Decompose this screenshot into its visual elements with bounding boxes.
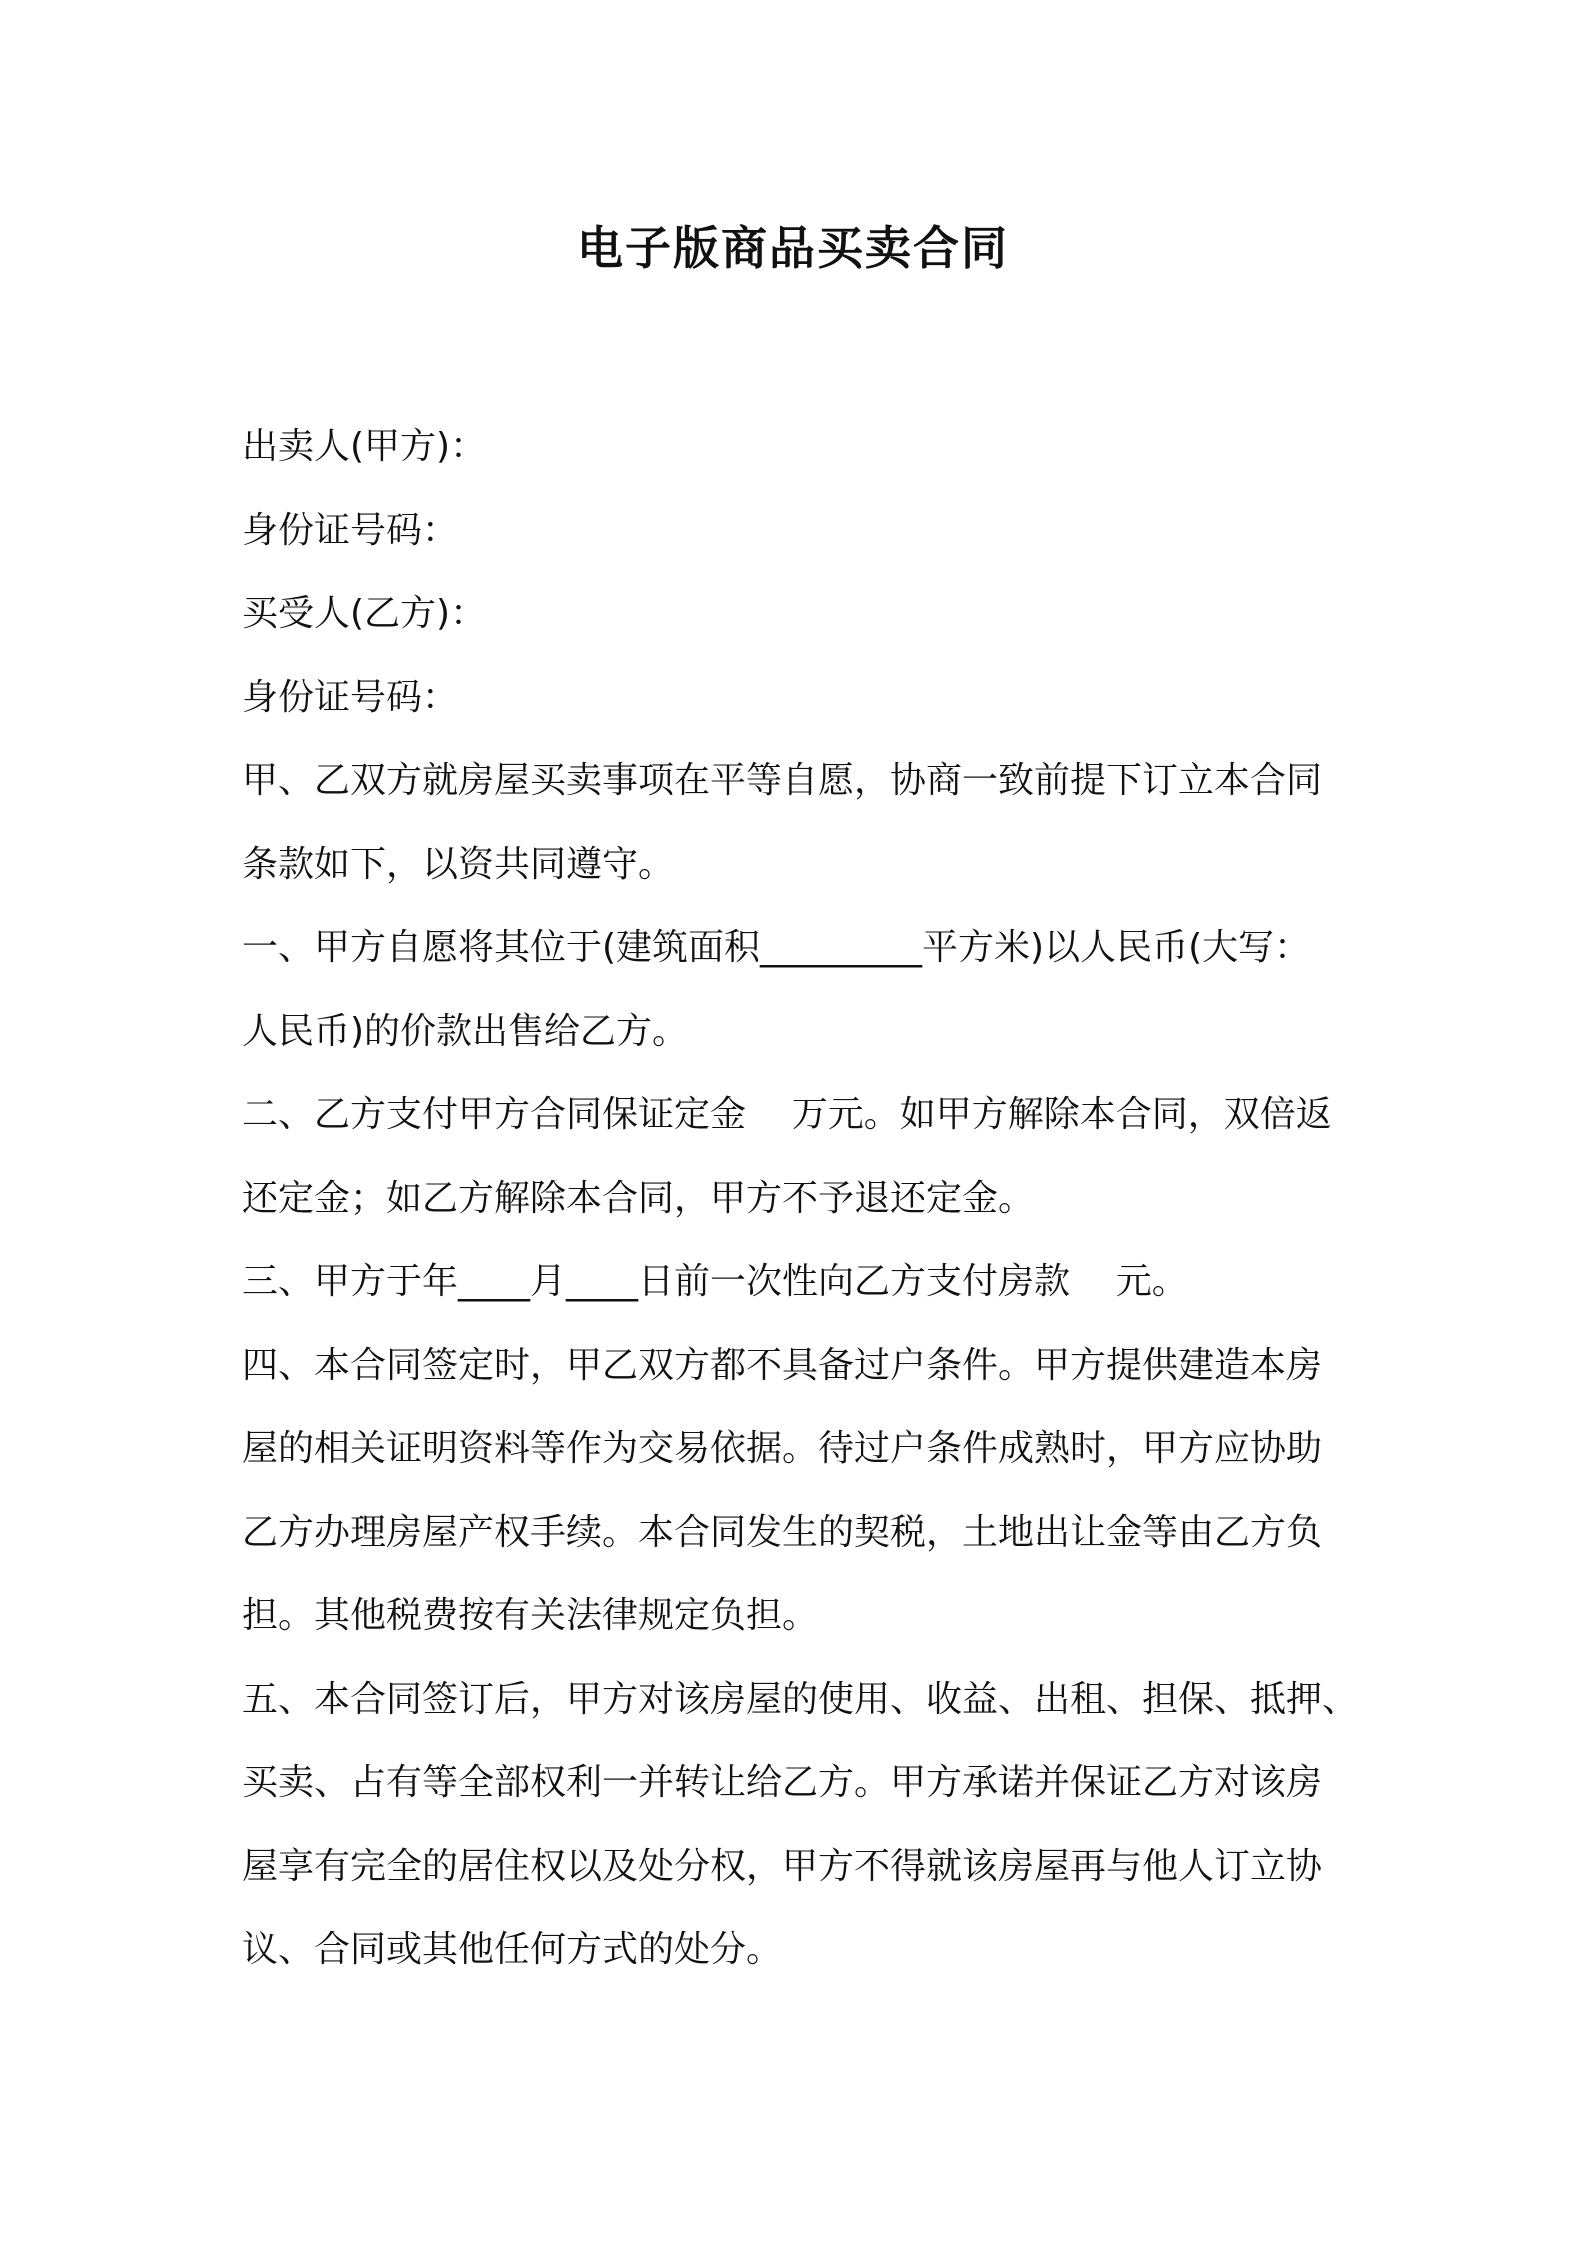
clause-2-line-2: 还定金；如乙方解除本合同，甲方不予退还定金。 [242,1177,1035,1219]
clause-4-line-3: 乙方办理房屋产权手续。本合同发生的契税，土地出让金等由乙方负 [242,1511,1323,1553]
document-title: 电子版商品买卖合同 [577,221,1009,275]
seller-id-line: 身份证号码： [242,509,459,551]
clause-4-line-1: 四、本合同签定时，甲乙双方都不具备过户条件。甲方提供建造本房 [242,1344,1323,1386]
seller-line: 出卖人(甲方)： [242,426,487,467]
clause-5-line-4: 议、合同或其他任何方式的处分。 [242,1929,783,1970]
clause-3-line-1: 三、甲方于年____月____日前一次性向乙方支付房款 元。 [242,1261,1188,1302]
clause-2-line-1: 二、乙方支付甲方合同保证定金 万元。如甲方解除本合同，双倍返 [242,1094,1332,1135]
clause-5-line-1: 五、本合同签订后，甲方对该房屋的使用、收益、出租、担保、抵押、 [242,1678,1359,1720]
buyer-line: 买受人(乙方)： [242,593,487,634]
document-body [242,405,1359,1992]
preamble-line-1: 甲、乙双方就房屋买卖事项在平等自愿，协商一致前提下订立本合同 [242,760,1323,801]
clause-1-line-2: 人民币)的价款出售给乙方。 [242,1010,689,1052]
clause-4-line-2: 屋的相关证明资料等作为交易依据。待过户条件成熟时，甲方应协助 [242,1428,1323,1469]
clause-1-line-1: 一、甲方自愿将其位于(建筑面积_________平方米)以人民币(大写： [242,927,1311,968]
preamble-line-2: 条款如下，以资共同遵守。 [242,843,675,885]
clause-5-line-2: 买卖、占有等全部权利一并转让给乙方。甲方承诺并保证乙方对该房 [242,1762,1323,1803]
clause-5-line-3: 屋享有完全的居住权以及处分权，甲方不得就该房屋再与他人订立协 [242,1845,1323,1887]
buyer-id-line: 身份证号码： [242,676,459,718]
clause-4-line-4: 担。其他税费按有关法律规定负担。 [242,1595,819,1636]
